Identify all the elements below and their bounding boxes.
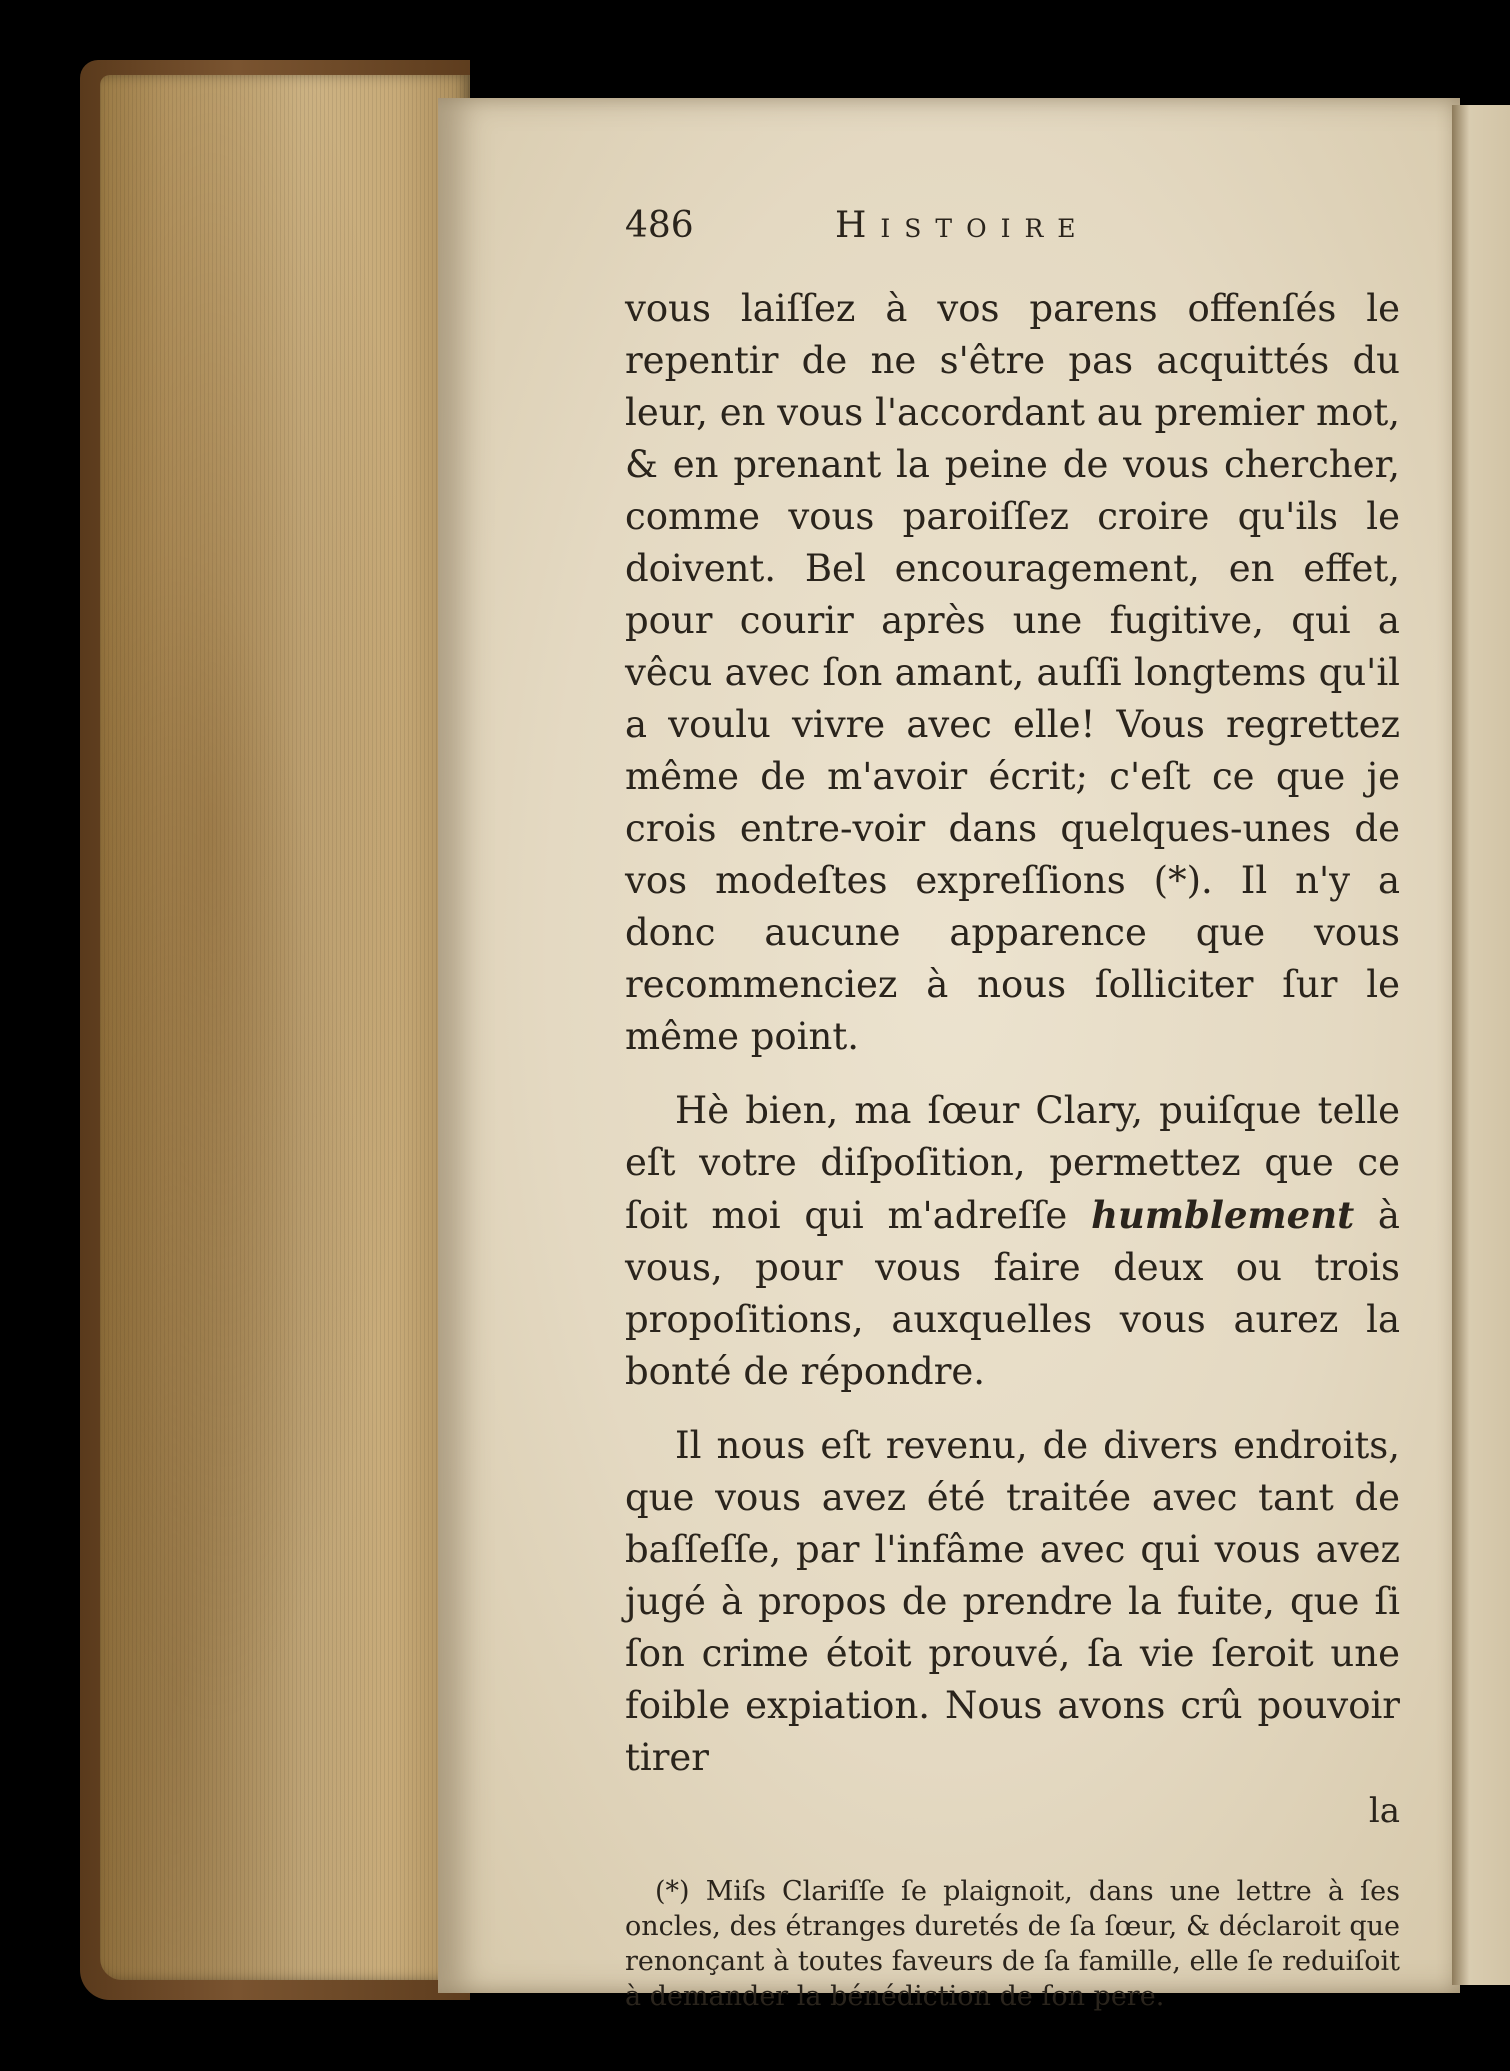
paragraph-3-text: Il nous eſt revenu, de divers endroits, que vous avez été traitée avec tant de baſſeſſe, par l'infâme avec qui vous avez jugé à propos de prendre la fuite, que ſi ſon crime étoit prouvé, ſa vie ſeroit une foible expiation. Nous avons crû pouvoir tirer — [625, 1424, 1400, 1779]
page-header — [625, 205, 1400, 265]
running-title: Histoire — [835, 205, 1090, 246]
paragraph-2-text-start: Hè bien, ma ſœur Clary, puiſque telle eſt votre diſpoſition, permettez que ce ſoit moi qui m'adreſſe — [625, 1089, 1400, 1237]
footnote: (*) Miſs Clariſſe ſe plaignoit, dans une lettre à ſes oncles, des étranges duretés de ſa ſœur, & déclaroit que renonçant à toutes faveurs de ſa famille, elle ſe reduiſoit à demander la bénédiction de ſon pere. — [625, 1876, 1400, 2012]
catchword: la — [1368, 1791, 1400, 1831]
facing-page-edge — [1452, 105, 1510, 1985]
paragraph-1-text: vous laiſſez à vos parens offenſés le repentir de ne s'être pas acquittés du leur, en vous l'accordant au premier mot, & en prenant la peine de vous chercher, comme vous paroiſſez croire qu'ils le doivent. Bel encouragement, en effet, pour courir après une fugitive, qui a vêcu avec ſon amant, auſſi longtems qu'il a voulu vivre avec elle! Vous regrettez même de m'avoir écrit; c'eſt ce que je crois entre-voir dans quelques-unes de vos modeſtes expreſſions (*). Il n'y a donc aucune apparence que vous recommenciez à nous ſolliciter ſur le même point. — [625, 287, 1400, 1058]
paragraph-1 — [625, 283, 1400, 1063]
page-text-block — [625, 205, 1400, 2014]
paragraph-2-text-end: à vous, pour vous faire deux ou trois propoſitions, auxquelles vous aurez la bonté de répondre. — [625, 1194, 1400, 1393]
paragraph-3 — [625, 1420, 1400, 1784]
paragraph-2-emphasis: humblement — [1091, 1193, 1355, 1237]
page-number: 486 — [625, 205, 694, 246]
paragraph-2 — [625, 1085, 1400, 1398]
page-edges-stack — [100, 75, 470, 1980]
